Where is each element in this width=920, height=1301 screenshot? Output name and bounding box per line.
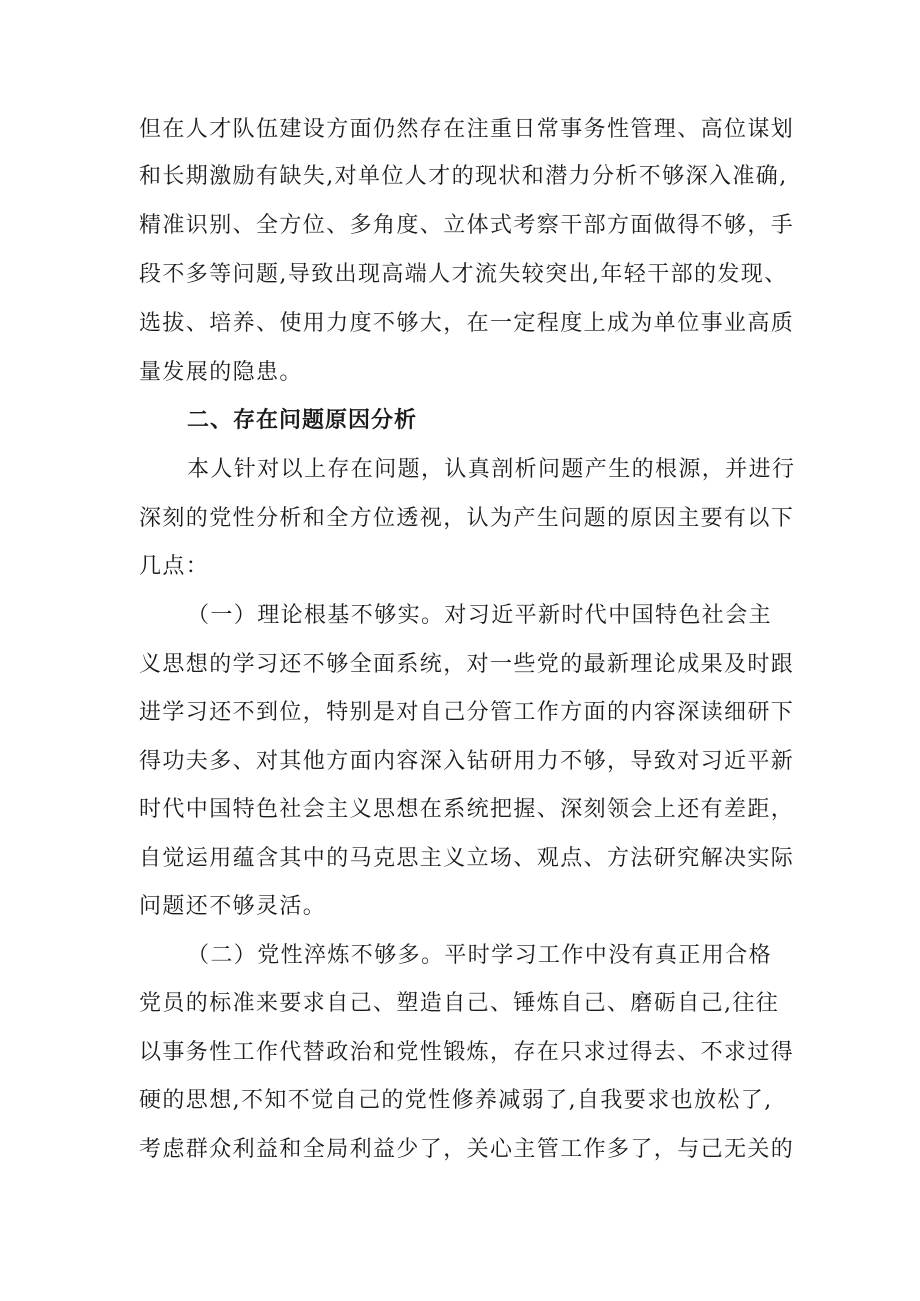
paragraph-line: 考虑群众利益和全局利益少了，关心主管工作多了，与己无关的 (139, 1137, 795, 1162)
paragraph-line: 精准识别、全方位、多角度、立体式考察干部方面做得不够，手 (139, 213, 795, 238)
paragraph-line: 义思想的学习还不够全面系统，对一些党的最新理论成果及时跟 (139, 652, 795, 677)
paragraph-line: 时代中国特色社会主义思想在系统把握、深刻领会上还有差距， (139, 797, 795, 822)
paragraph-line: 党员的标准来要求自己、塑造自己、锤炼自己、磨砺自己,往往 (139, 991, 780, 1016)
paragraph-line: 深刻的党性分析和全方位透视，认为产生问题的原因主要有以下 (139, 506, 795, 531)
section-heading: 二、存在问题原因分析 (187, 408, 418, 433)
paragraph-line: 但在人才队伍建设方面仍然存在注重日常事务性管理、高位谋划 (139, 117, 795, 142)
paragraph-line: 和长期激励有缺失,对单位人才的现状和潜力分析不够深入准确, (139, 164, 788, 189)
paragraph-line: 几点： (139, 554, 210, 579)
paragraph-line: 选拔、培养、使用力度不够大，在一定程度上成为单位事业高质 (139, 311, 795, 336)
paragraph-line: （二）党性淬炼不够多。平时学习工作中没有真正用合格 (187, 943, 773, 968)
paragraph-line: 进学习还不到位，特别是对自己分管工作方面的内容深读细研下 (139, 700, 795, 725)
paragraph-line: 问题还不够灵活。 (139, 894, 327, 919)
paragraph-line: 以事务性工作代替政治和党性锻炼，存在只求过得去、不求过得 (139, 1040, 795, 1065)
paragraph-line: 段不多等问题,导致出现高端人才流失较突出,年轻干部的发现、 (139, 262, 788, 287)
paragraph-line: 得功夫多、对其他方面内容深入钻研用力不够，导致对习近平新 (139, 749, 795, 774)
paragraph-line: （一）理论根基不够实。对习近平新时代中国特色社会主 (187, 603, 773, 628)
paragraph-line: 自觉运用蕴含其中的马克思主义立场、观点、方法研究解决实际 (139, 846, 795, 871)
paragraph-line: 硬的思想,不知不觉自己的党性修养减弱了,自我要求也放松了, (139, 1088, 773, 1113)
paragraph-line: 量发展的隐患。 (139, 360, 303, 385)
paragraph-line: 本人针对以上存在问题，认真剖析问题产生的根源，并进行 (187, 457, 796, 482)
